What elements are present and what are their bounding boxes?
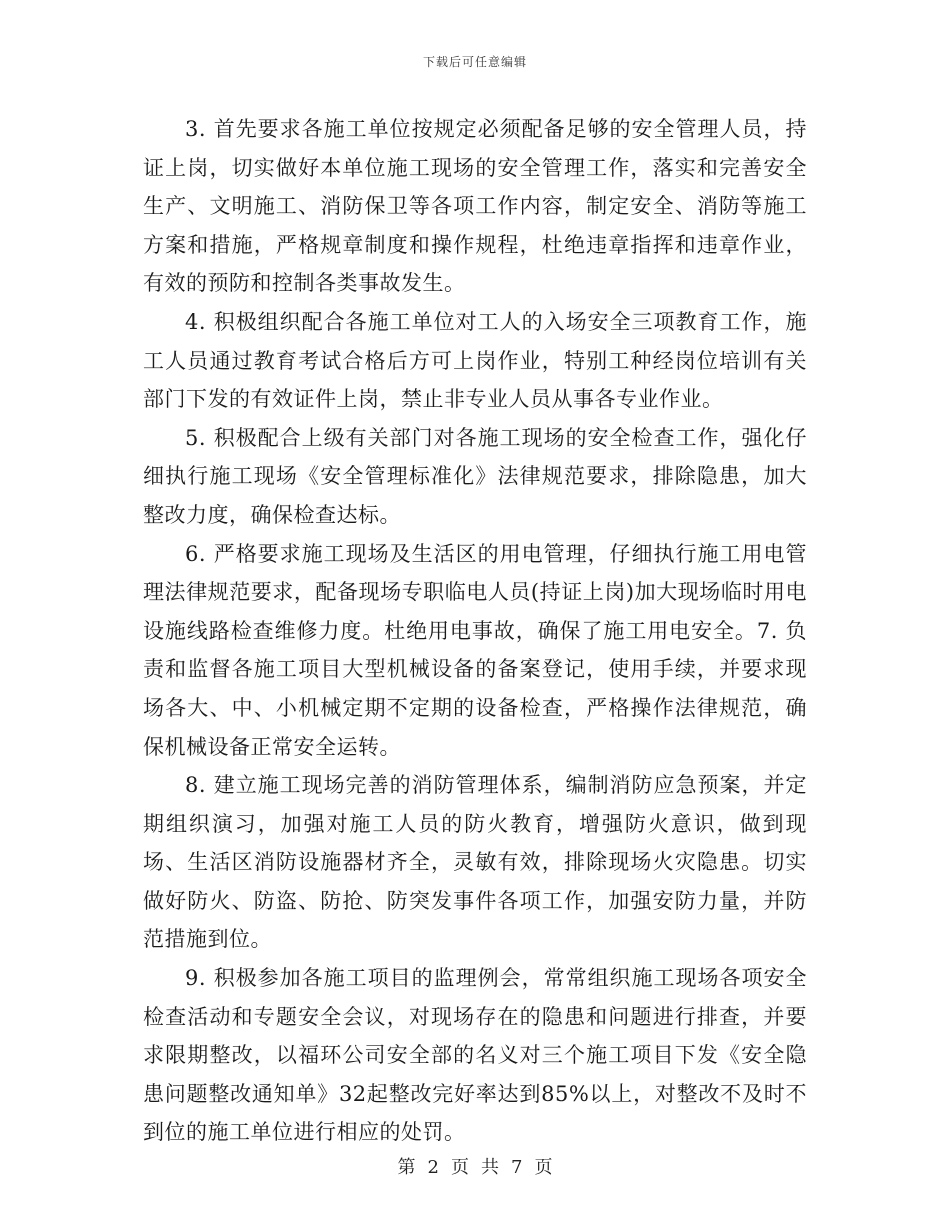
paragraph-item-4: 4. 积极组织配合各施工单位对工人的入场安全三项教育工作，施工人员通过教育考试合格后方可上岗作业，特别工种经岗位培训有关部门下发的有效证件上岗，禁止非专业人员从事各专业作业。 (143, 309, 807, 412)
paragraph-item-9: 9. 积极参加各施工项目的监理例会，常常组织施工现场各项安全检查活动和专题安全会议，对现场存在的隐患和问题进行排查，并要求限期整改，以福环公司安全部的名义对三个施工项目下发《安全隐患问题整改通知单》32起整改完好率达到85%以上，对整改不及时不到位的施工单位进行相应的处罚。 (143, 966, 807, 1145)
footer-prefix: 第 (397, 1157, 416, 1178)
page-number-footer (0, 1153, 950, 1179)
current-page-number: 2 (427, 1157, 439, 1178)
footer-total-label: 页 (534, 1157, 553, 1178)
paragraph-item-8: 8. 建立施工现场完善的消防管理体系，编制消防应急预案，并定期组织演习，加强对施工人员的防火教育，增强防火意识，做到现场、生活区消防设施器材齐全，灵敏有效，排除现场火灾隐患。切实做好防火、防盗、防抢、防突发事件各项工作，加强安防力量，并防范措施到位。 (143, 773, 807, 952)
paragraph-item-3: 3. 首先要求各施工单位按规定必须配备足够的安全管理人员，持证上岗，切实做好本单位施工现场的安全管理工作，落实和完善安全生产、文明施工、消防保卫等各项工作内容，制定安全、消防等施工方案和措施，严格规章制度和操作规程，杜绝违章指挥和违章作业，有效的预防和控制各类事故发生。 (143, 117, 807, 296)
total-pages-number: 7 (511, 1157, 523, 1178)
paragraph-item-6-7: 6. 严格要求施工现场及生活区的用电管理，仔细执行施工用电管理法律规范要求，配备现场专职临电人员(持证上岗)加大现场临时用电设施线路检查维修力度。杜绝用电事故，确保了施工用电安全。7. 负责和监督各施工项目大型机械设备的备案登记，使用手续，并要求现场各大、中、小机械定期不定期的设备检查，严格操作法律规范，确保机械设备正常安全运转。 (143, 541, 807, 759)
footer-total-prefix: 共 (481, 1157, 499, 1178)
footer-page-label: 页 (451, 1157, 469, 1178)
paragraph-item-5: 5. 积极配合上级有关部门对各施工现场的安全检查工作，强化仔细执行施工现场《安全管理标准化》法律规范要求，排除隐患，加大整改力度，确保检查达标。 (143, 425, 807, 527)
page-header-note: 下载后可任意编辑 (422, 55, 527, 69)
document-body (143, 110, 807, 1152)
